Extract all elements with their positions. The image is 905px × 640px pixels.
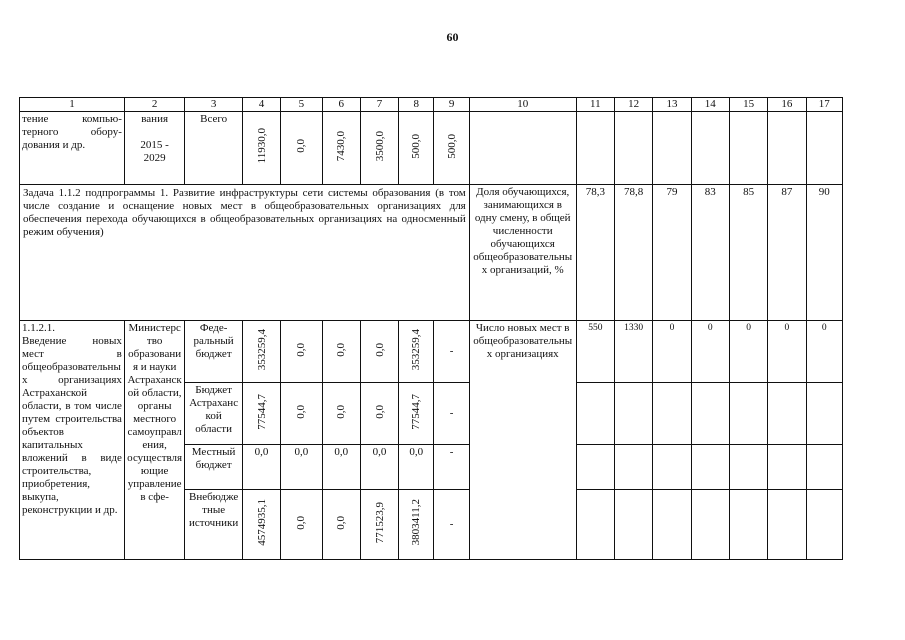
value-cell: 0,0	[335, 342, 348, 357]
measure-indicator: Число новых мест в общеобразовательных организациях	[469, 321, 576, 560]
col-num: 6	[322, 98, 360, 112]
source-name: Феде-ральный бюджет	[185, 321, 242, 383]
col-num: 13	[653, 98, 691, 112]
empty-cell	[653, 445, 691, 490]
page-number: 60	[446, 30, 459, 44]
col-num: 8	[399, 98, 434, 112]
executor-continuation: вания 2015 - 2029	[124, 112, 185, 185]
value-cell: 3500,0	[373, 130, 386, 162]
value-dash: -	[434, 445, 469, 490]
indicator-value: 0	[691, 321, 729, 383]
measure-continuation-text: тение компью-терного обору-дования и др.	[20, 112, 125, 185]
col-num: 12	[614, 98, 652, 112]
col-num: 14	[691, 98, 729, 112]
empty-cell	[576, 445, 614, 490]
indicator-value: 85	[729, 185, 767, 321]
empty-cell	[768, 445, 806, 490]
empty-cell	[614, 112, 652, 185]
value-cell: 3803411,2	[410, 499, 423, 546]
indicator-value: 78,8	[614, 185, 652, 321]
empty-cell	[806, 112, 842, 185]
empty-cell	[691, 445, 729, 490]
value-cell: 0,0	[281, 445, 322, 490]
col-num: 9	[434, 98, 469, 112]
indicator-value: 87	[768, 185, 806, 321]
value-cell: 11930,0	[255, 128, 268, 164]
source-name: Бюджет Астраханской области	[185, 383, 242, 445]
indicator-value: 90	[806, 185, 842, 321]
value-cell: 0,0	[295, 342, 308, 357]
value-cell: 771523,9	[373, 501, 386, 544]
indicator-value: 0	[806, 321, 842, 383]
empty-cell	[614, 490, 652, 560]
source-name: Местный бюджет	[185, 445, 242, 490]
col-num: 16	[768, 98, 806, 112]
indicator-value: 550	[576, 321, 614, 383]
program-table	[19, 97, 843, 560]
empty-cell	[614, 445, 652, 490]
empty-cell	[729, 445, 767, 490]
value-cell: 353259,4	[255, 328, 268, 371]
empty-cell	[729, 490, 767, 560]
empty-cell	[729, 383, 767, 445]
empty-cell	[806, 383, 842, 445]
empty-cell	[691, 383, 729, 445]
value-cell: 0,0	[360, 445, 398, 490]
empty-cell	[806, 445, 842, 490]
value-cell: 500,0	[410, 133, 423, 159]
value-cell: 0,0	[322, 445, 360, 490]
empty-cell	[469, 112, 576, 185]
source-name: Внебюджетные источники	[185, 490, 242, 560]
col-num: 3	[185, 98, 242, 112]
value-cell: 0,0	[335, 404, 348, 419]
value-dash: -	[434, 490, 469, 560]
indicator-value: 0	[768, 321, 806, 383]
empty-cell	[768, 383, 806, 445]
col-num: 17	[806, 98, 842, 112]
empty-cell	[729, 112, 767, 185]
empty-cell	[653, 383, 691, 445]
col-num: 1	[20, 98, 125, 112]
value-cell: 0,0	[373, 342, 386, 357]
value-cell: 0,0	[295, 515, 308, 530]
indicator-value: 1330	[614, 321, 652, 383]
indicator-value: 79	[653, 185, 691, 321]
value-cell: 0,0	[335, 515, 348, 530]
value-cell: 77544,7	[255, 393, 268, 430]
value-cell: 353259,4	[410, 328, 423, 371]
table-row	[20, 112, 843, 185]
value-cell: 4574935,1	[255, 499, 268, 546]
value-cell: 7430,0	[335, 130, 348, 162]
indicator-value: 83	[691, 185, 729, 321]
indicator-value: 0	[653, 321, 691, 383]
empty-cell	[806, 490, 842, 560]
empty-cell	[768, 490, 806, 560]
value-cell: 0,0	[295, 139, 308, 153]
value-cell: 0,0	[295, 404, 308, 419]
empty-cell	[691, 112, 729, 185]
col-num: 10	[469, 98, 576, 112]
value-dash: -	[434, 321, 469, 383]
col-num: 4	[242, 98, 280, 112]
value-cell: 0,0	[373, 404, 386, 419]
measure-description: 1.1.2.1. Введение новых мест в общеобразовательных организациях Астраханской области, в том числе путем строительства объектов капитальных вложений в виде строительства, приобретения, выкупа, реконструкции и др.	[20, 321, 125, 560]
empty-cell	[576, 112, 614, 185]
task-description: Задача 1.1.2 подпрограммы 1. Развитие инфраструктуры сети системы образования (в том числе создание и оснащение новых мест в общеобразовательных организациях для обеспечения перехода обучающихся в общеобразовательных организациях на односменный режим обучения)	[20, 185, 470, 321]
col-num: 7	[360, 98, 398, 112]
source-row	[20, 321, 843, 383]
value-cell: 0,0	[399, 445, 434, 490]
empty-cell	[576, 490, 614, 560]
column-number-row	[20, 98, 843, 112]
empty-cell	[653, 112, 691, 185]
task-row	[20, 185, 843, 321]
empty-cell	[768, 112, 806, 185]
value-cell: 77544,7	[410, 393, 423, 430]
funding-total-label: Всего	[185, 112, 242, 185]
empty-cell	[576, 383, 614, 445]
col-num: 11	[576, 98, 614, 112]
value-cell: 500,0	[445, 133, 458, 159]
empty-cell	[653, 490, 691, 560]
indicator-value: 0	[729, 321, 767, 383]
empty-cell	[691, 490, 729, 560]
task-indicator: Доля обучающихся, занимающихся в одну смену, в общей численности обучающихся общеобразовательных организаций, %	[469, 185, 576, 321]
empty-cell	[614, 383, 652, 445]
measure-executor: Министерство образования и науки Астраханской области, органы местного самоуправления, осуществляющие управление в сфе-	[124, 321, 185, 560]
col-num: 5	[281, 98, 322, 112]
indicator-value: 78,3	[576, 185, 614, 321]
col-num: 2	[124, 98, 185, 112]
value-dash: -	[434, 383, 469, 445]
value-cell: 0,0	[242, 445, 280, 490]
col-num: 15	[729, 98, 767, 112]
